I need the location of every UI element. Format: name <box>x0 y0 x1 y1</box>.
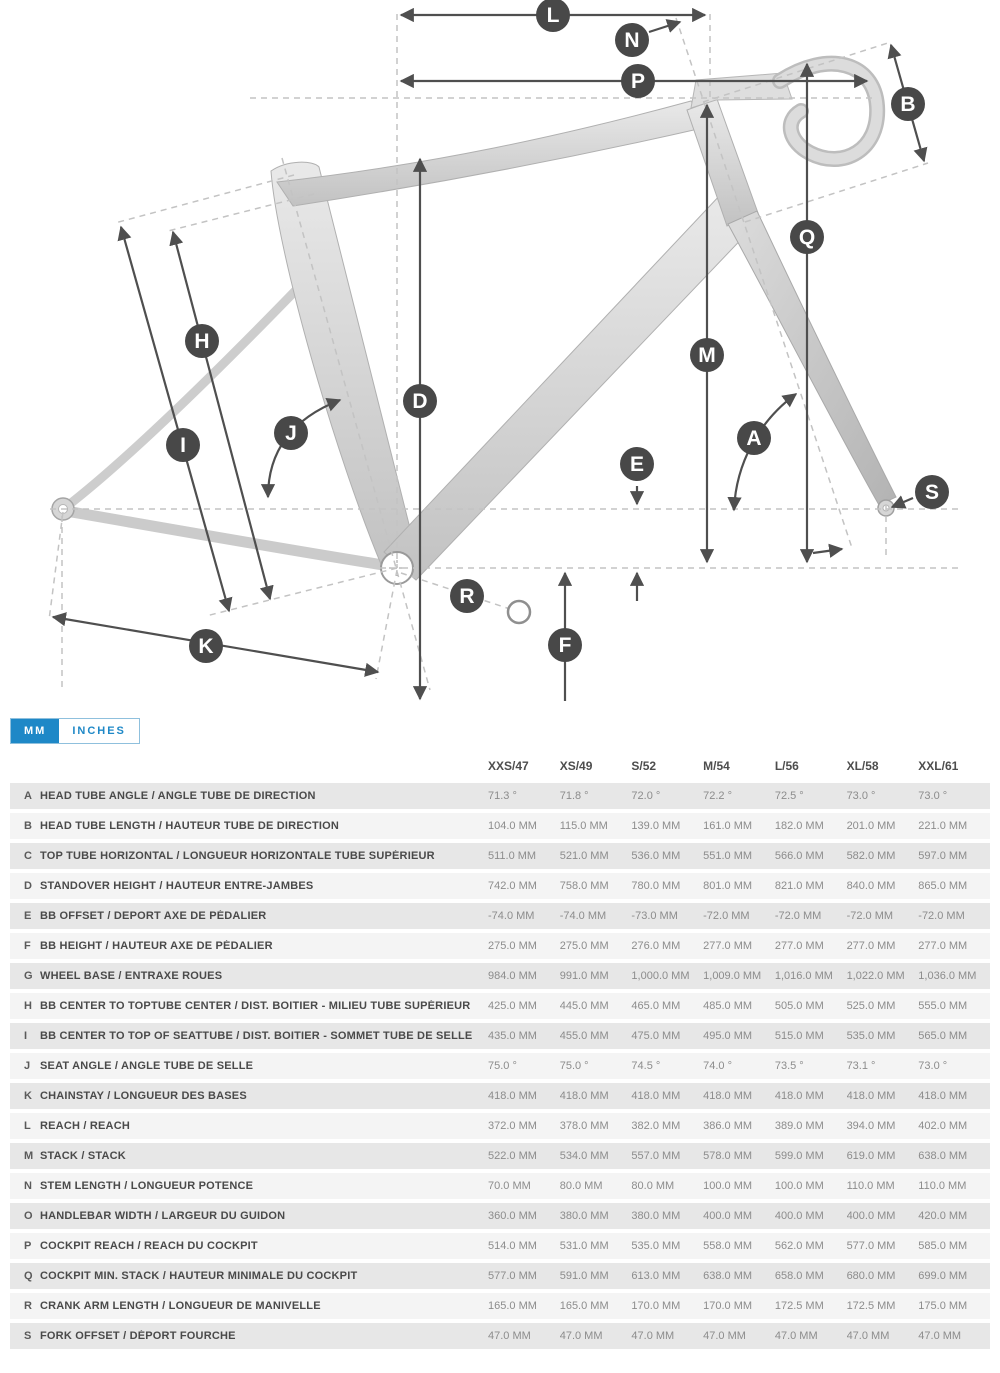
row-value: 495.0 MM <box>703 1030 753 1042</box>
table-row <box>10 1053 990 1079</box>
row-value: 75.0 ° <box>559 1060 589 1072</box>
row-value: 531.0 MM <box>559 1240 609 1252</box>
table-row <box>10 873 990 899</box>
row-value: 577.0 MM <box>488 1270 537 1282</box>
row-value: 73.0 ° <box>918 1060 948 1072</box>
table-row <box>10 1293 990 1319</box>
label-K <box>189 629 223 663</box>
row-value: 70.0 MM <box>488 1180 531 1192</box>
svg-text:D: D <box>412 390 428 413</box>
row-value: 1,022.0 MM <box>846 970 905 982</box>
row-value: 100.0 MM <box>774 1180 824 1192</box>
row-value: 577.0 MM <box>846 1240 896 1252</box>
row-label: BB HEIGHT / HAUTEUR AXE DE PÉDALIER <box>40 940 273 952</box>
size-column-xs49: XS/49 <box>559 759 593 773</box>
row-value: 420.0 MM <box>918 1210 968 1222</box>
row-value: 535.0 MM <box>631 1240 681 1252</box>
row-label: STANDOVER HEIGHT / HAUTEUR ENTRE-JAMBES <box>40 880 314 892</box>
row-letter: R <box>24 1300 32 1312</box>
row-label: FORK OFFSET / DÉPORT FOURCHE <box>40 1330 236 1342</box>
row-value: 170.0 MM <box>703 1300 753 1312</box>
dim-H <box>173 232 270 599</box>
row-value: 522.0 MM <box>488 1150 537 1162</box>
row-value: 276.0 MM <box>631 940 681 952</box>
row-value: 386.0 MM <box>703 1120 753 1132</box>
row-value: 170.0 MM <box>631 1300 681 1312</box>
table-row <box>10 1083 990 1109</box>
row-value: 80.0 MM <box>559 1180 603 1192</box>
row-value: 485.0 MM <box>703 1000 753 1012</box>
label-P <box>621 64 655 98</box>
row-value: 165.0 MM <box>559 1300 609 1312</box>
table-row <box>10 1233 990 1259</box>
row-value: -74.0 MM <box>559 910 607 922</box>
svg-text:K: K <box>198 635 214 658</box>
row-value: 73.0 ° <box>846 790 876 802</box>
row-value: 400.0 MM <box>846 1210 896 1222</box>
row-label: HANDLEBAR WIDTH / LARGEUR DU GUIDON <box>40 1210 286 1222</box>
size-column-m54: M/54 <box>703 759 730 773</box>
label-D <box>403 384 437 418</box>
row-value: 418.0 MM <box>774 1090 824 1102</box>
row-value: 74.0 ° <box>703 1060 733 1072</box>
size-column-s52: S/52 <box>631 759 657 773</box>
seat-tube <box>271 162 416 569</box>
svg-text:J: J <box>285 422 297 445</box>
row-letter: F <box>24 940 31 952</box>
row-letter: N <box>24 1180 32 1192</box>
label-N <box>615 23 649 57</box>
row-letter: Q <box>24 1270 33 1282</box>
row-letter: P <box>24 1240 32 1252</box>
row-letter: G <box>24 970 33 982</box>
svg-text:I: I <box>180 434 186 457</box>
row-value: 172.5 MM <box>774 1300 824 1312</box>
row-value: 47.0 MM <box>846 1330 890 1342</box>
row-value: 597.0 MM <box>918 850 968 862</box>
row-value: -72.0 MM <box>703 910 750 922</box>
row-value: 1,009.0 MM <box>703 970 762 982</box>
svg-text:B: B <box>900 93 916 116</box>
row-label: BB OFFSET / DEPORT AXE DE PÉDALIER <box>40 910 267 922</box>
row-value: 591.0 MM <box>559 1270 609 1282</box>
row-value: 389.0 MM <box>774 1120 824 1132</box>
row-value: 72.0 ° <box>631 790 661 802</box>
row-label: WHEEL BASE / ENTRAXE ROUES <box>40 970 223 982</box>
row-value: 47.0 MM <box>631 1330 675 1342</box>
row-value: 47.0 MM <box>774 1330 818 1342</box>
svg-text:R: R <box>459 585 475 608</box>
svg-text:N: N <box>624 29 640 52</box>
row-value: 73.5 ° <box>774 1060 804 1072</box>
row-value: 277.0 MM <box>703 940 753 952</box>
label-Q <box>790 220 824 254</box>
row-value: 418.0 MM <box>846 1090 896 1102</box>
dim-S <box>892 498 913 507</box>
row-value: 536.0 MM <box>631 850 681 862</box>
table-row <box>10 1323 990 1349</box>
row-value: 402.0 MM <box>918 1120 968 1132</box>
row-value: 360.0 MM <box>488 1210 537 1222</box>
svg-text:L: L <box>546 4 560 27</box>
row-value: -72.0 MM <box>918 910 965 922</box>
table-row <box>10 903 990 929</box>
row-value: 47.0 MM <box>703 1330 746 1342</box>
row-value: 182.0 MM <box>774 820 824 832</box>
row-value: 400.0 MM <box>703 1210 753 1222</box>
size-column-xxs47: XXS/47 <box>488 759 529 773</box>
row-value: 578.0 MM <box>703 1150 753 1162</box>
row-letter: E <box>24 910 32 922</box>
row-label: STACK / STACK <box>40 1150 126 1162</box>
row-value: 465.0 MM <box>631 1000 681 1012</box>
row-label: TOP TUBE HORIZONTAL / LONGUEUR HORIZONTALE TUBE SUPÉRIEUR <box>40 850 435 862</box>
row-value: 425.0 MM <box>488 1000 537 1012</box>
table-row <box>10 1023 990 1049</box>
row-value: 139.0 MM <box>631 820 681 832</box>
mm-toggle-button[interactable]: MM <box>11 719 59 743</box>
row-label: BB CENTER TO TOPTUBE CENTER / DIST. BOITIER - MILIEU TUBE SUPÉRIEUR <box>40 1000 471 1012</box>
row-value: 638.0 MM <box>703 1270 753 1282</box>
row-value: 562.0 MM <box>774 1240 824 1252</box>
row-value: 380.0 MM <box>559 1210 609 1222</box>
row-value: 821.0 MM <box>774 880 824 892</box>
row-value: 515.0 MM <box>774 1030 824 1042</box>
label-J <box>274 416 308 450</box>
svg-text:H: H <box>194 330 210 353</box>
row-value: -73.0 MM <box>631 910 678 922</box>
row-value: 555.0 MM <box>918 1000 968 1012</box>
size-column-l56: L/56 <box>774 759 799 773</box>
row-value: 275.0 MM <box>559 940 609 952</box>
row-value: 599.0 MM <box>774 1150 824 1162</box>
row-value: 991.0 MM <box>559 970 609 982</box>
head-tube <box>687 99 758 226</box>
row-value: 277.0 MM <box>774 940 824 952</box>
row-value: 984.0 MM <box>488 970 537 982</box>
dim-N <box>649 22 680 32</box>
row-value: 110.0 MM <box>846 1180 895 1192</box>
row-value: 558.0 MM <box>703 1240 753 1252</box>
size-column-xl58: XL/58 <box>846 759 879 773</box>
chain-stay <box>66 511 390 566</box>
row-letter: A <box>24 790 32 802</box>
row-letter: C <box>24 850 32 862</box>
svg-text:F: F <box>558 634 572 657</box>
row-value: 780.0 MM <box>631 880 681 892</box>
table-row <box>10 933 990 959</box>
row-value: 638.0 MM <box>918 1150 968 1162</box>
row-value: 275.0 MM <box>488 940 537 952</box>
row-value: 380.0 MM <box>631 1210 681 1222</box>
label-S <box>915 475 949 509</box>
row-value: 801.0 MM <box>703 880 753 892</box>
row-value: -72.0 MM <box>774 910 822 922</box>
row-value: 73.1 ° <box>846 1060 876 1072</box>
down-tube <box>384 193 752 580</box>
row-value: 534.0 MM <box>559 1150 609 1162</box>
table-body <box>10 783 990 1349</box>
row-letter: L <box>24 1120 31 1132</box>
row-label: SEAT ANGLE / ANGLE TUBE DE SELLE <box>40 1060 254 1072</box>
row-value: 758.0 MM <box>559 880 609 892</box>
row-value: 104.0 MM <box>488 820 537 832</box>
row-value: 1,016.0 MM <box>774 970 833 982</box>
svg-text:A: A <box>746 427 762 450</box>
row-value: 455.0 MM <box>559 1030 609 1042</box>
row-label: HEAD TUBE LENGTH / HAUTEUR TUBE DE DIRECTION <box>40 820 340 832</box>
bike-frame <box>52 64 896 584</box>
row-letter: D <box>24 880 32 892</box>
row-value: 619.0 MM <box>846 1150 896 1162</box>
label-B <box>891 87 925 121</box>
row-value: 585.0 MM <box>918 1240 968 1252</box>
row-value: 418.0 MM <box>488 1090 537 1102</box>
top-tube <box>277 101 707 206</box>
row-value: 165.0 MM <box>488 1300 537 1312</box>
row-letter: B <box>24 820 32 832</box>
row-value: 80.0 MM <box>631 1180 675 1192</box>
row-value: 865.0 MM <box>918 880 968 892</box>
row-value: 71.8 ° <box>559 790 589 802</box>
row-value: -72.0 MM <box>846 910 894 922</box>
dim-fork-offset <box>813 549 842 553</box>
row-value: 71.3 ° <box>488 790 517 802</box>
row-value: 475.0 MM <box>631 1030 681 1042</box>
table-row <box>10 993 990 1019</box>
row-value: 277.0 MM <box>846 940 896 952</box>
svg-text:Q: Q <box>798 226 816 249</box>
row-value: 535.0 MM <box>846 1030 896 1042</box>
pedal-spindle <box>508 601 530 623</box>
row-label: CHAINSTAY / LONGUEUR DES BASES <box>40 1090 247 1102</box>
row-value: 565.0 MM <box>918 1030 968 1042</box>
table-row <box>10 1263 990 1289</box>
table-row <box>10 813 990 839</box>
row-value: 72.5 ° <box>774 790 804 802</box>
row-value: 658.0 MM <box>774 1270 824 1282</box>
row-value: 382.0 MM <box>631 1120 681 1132</box>
row-value: 525.0 MM <box>846 1000 896 1012</box>
row-value: 840.0 MM <box>846 880 896 892</box>
row-value: 418.0 MM <box>703 1090 753 1102</box>
row-value: 75.0 ° <box>488 1060 517 1072</box>
row-value: 418.0 MM <box>631 1090 681 1102</box>
row-value: 514.0 MM <box>488 1240 537 1252</box>
row-label: BB CENTER TO TOP OF SEATTUBE / DIST. BOITIER - SOMMET TUBE DE SELLE <box>40 1030 473 1042</box>
row-value: 378.0 MM <box>559 1120 609 1132</box>
row-value: 435.0 MM <box>488 1030 537 1042</box>
row-label: REACH / REACH <box>40 1120 130 1132</box>
row-value: 680.0 MM <box>846 1270 896 1282</box>
row-value: 221.0 MM <box>918 820 968 832</box>
row-value: 445.0 MM <box>559 1000 609 1012</box>
dim-A-arc <box>734 394 796 510</box>
svg-text:M: M <box>698 344 716 367</box>
row-value: 161.0 MM <box>703 820 753 832</box>
table-row <box>10 783 990 809</box>
row-value: 1,000.0 MM <box>631 970 690 982</box>
row-value: 582.0 MM <box>846 850 896 862</box>
label-M <box>690 338 724 372</box>
label-I <box>166 428 200 462</box>
label-A <box>737 421 771 455</box>
label-R <box>450 579 484 613</box>
row-value: 613.0 MM <box>631 1270 681 1282</box>
table-row <box>10 963 990 989</box>
dim-I <box>121 227 229 611</box>
row-value: 110.0 MM <box>918 1180 967 1192</box>
table-header-row <box>10 752 990 780</box>
row-label: CRANK ARM LENGTH / LONGUEUR DE MANIVELLE <box>40 1300 321 1312</box>
row-value: 47.0 MM <box>488 1330 531 1342</box>
row-letter: O <box>24 1210 33 1222</box>
row-value: 742.0 MM <box>488 880 537 892</box>
row-value: 72.2 ° <box>703 790 733 802</box>
label-L <box>536 0 570 32</box>
label-E <box>620 447 654 481</box>
svg-text:S: S <box>924 481 940 504</box>
row-value: 505.0 MM <box>774 1000 824 1012</box>
row-value: 566.0 MM <box>774 850 824 862</box>
row-letter: S <box>24 1330 32 1342</box>
row-value: 201.0 MM <box>846 820 896 832</box>
row-value: -74.0 MM <box>488 910 535 922</box>
label-F <box>548 628 582 662</box>
row-value: 418.0 MM <box>559 1090 609 1102</box>
row-value: 557.0 MM <box>631 1150 681 1162</box>
row-letter: I <box>24 1030 28 1042</box>
table-row <box>10 1143 990 1169</box>
svg-text:P: P <box>630 70 646 93</box>
construction-lines <box>49 14 963 690</box>
row-value: 73.0 ° <box>918 790 948 802</box>
row-label: COCKPIT REACH / REACH DU COCKPIT <box>40 1240 258 1252</box>
row-value: 394.0 MM <box>846 1120 896 1132</box>
table-row <box>10 1203 990 1229</box>
seat-stay <box>66 288 298 507</box>
unit-toggle <box>10 718 140 744</box>
label-H <box>185 324 219 358</box>
size-column-xxl61: XXL/61 <box>918 759 959 773</box>
geometry-table <box>10 752 990 1349</box>
row-letter: J <box>24 1060 31 1072</box>
row-value: 400.0 MM <box>774 1210 824 1222</box>
inches-toggle-button[interactable]: INCHES <box>59 719 139 743</box>
row-letter: M <box>24 1150 34 1162</box>
fork <box>728 211 896 505</box>
row-label: STEM LENGTH / LONGUEUR POTENCE <box>40 1180 254 1192</box>
row-value: 100.0 MM <box>703 1180 753 1192</box>
row-letter: H <box>24 1000 32 1012</box>
table-row <box>10 843 990 869</box>
row-letter: K <box>24 1090 32 1102</box>
row-label: COCKPIT MIN. STACK / HAUTEUR MINIMALE DU COCKPIT <box>40 1270 358 1282</box>
table-row <box>10 1173 990 1199</box>
row-value: 372.0 MM <box>488 1120 537 1132</box>
table-row <box>10 1113 990 1139</box>
row-label: HEAD TUBE ANGLE / ANGLE TUBE DE DIRECTION <box>40 790 316 802</box>
measurement-labels <box>166 0 949 663</box>
row-value: 172.5 MM <box>846 1300 896 1312</box>
row-value: 699.0 MM <box>918 1270 968 1282</box>
row-value: 551.0 MM <box>703 850 753 862</box>
row-value: 115.0 MM <box>559 820 608 832</box>
row-value: 1,036.0 MM <box>918 970 977 982</box>
row-value: 47.0 MM <box>918 1330 962 1342</box>
row-value: 175.0 MM <box>918 1300 968 1312</box>
row-value: 47.0 MM <box>559 1330 603 1342</box>
row-value: 418.0 MM <box>918 1090 968 1102</box>
row-value: 521.0 MM <box>559 850 609 862</box>
row-value: 511.0 MM <box>488 850 537 862</box>
svg-text:E: E <box>629 453 645 476</box>
row-value: 277.0 MM <box>918 940 968 952</box>
row-value: 74.5 ° <box>631 1060 661 1072</box>
